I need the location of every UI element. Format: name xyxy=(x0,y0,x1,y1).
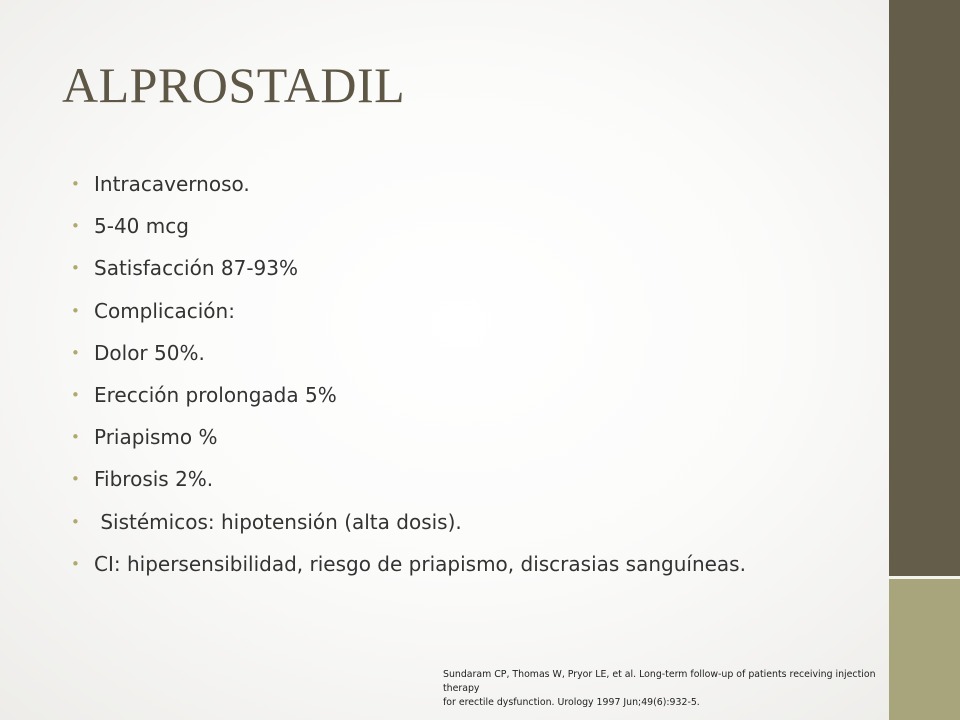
bullet-text: Priapismo % xyxy=(94,425,218,450)
bullet-text: 5-40 mcg xyxy=(94,214,189,239)
citation-line: Sundaram CP, Thomas W, Pryor LE, et al. Long-term follow-up of patients receiving injection xyxy=(443,669,876,680)
bullet-text: Intracavernoso. xyxy=(94,172,250,196)
bullet-item xyxy=(70,256,870,281)
bullet-text: Satisfacción 87-93% xyxy=(94,256,299,281)
bullet-item xyxy=(70,383,870,408)
bullet-text: Sistémicos: hipotensión (alta dosis). xyxy=(94,509,462,534)
bullet-item xyxy=(70,467,870,492)
bullet-marker: • xyxy=(71,470,80,489)
bullet-list xyxy=(70,172,870,594)
bullet-item xyxy=(70,299,870,324)
bullet-text: Fibrosis 2%. xyxy=(94,467,214,492)
bullet-text: CI: hipersensibilidad, riesgo de priapismo, discrasias sanguíneas. xyxy=(94,551,746,576)
bullet-text: Dolor 50%. xyxy=(94,340,205,365)
bullet-item xyxy=(70,425,870,450)
citation xyxy=(443,668,943,710)
bullet-marker: • xyxy=(71,343,80,362)
bullet-item xyxy=(70,172,870,197)
bullet-marker: • xyxy=(71,554,80,573)
bullet-item xyxy=(70,552,870,577)
bullet-marker: • xyxy=(71,301,80,320)
bullet-item xyxy=(70,214,870,239)
citation-line: therapy xyxy=(443,683,480,694)
citation-line: for erectile dysfunction. Urology 1997 Jun;49(6):932-5. xyxy=(443,697,700,708)
slide-title: ALPROSTADIL xyxy=(62,57,406,113)
side-bar-dark xyxy=(889,0,960,576)
bullet-marker: • xyxy=(71,428,80,447)
bullet-marker: • xyxy=(71,385,80,404)
bullet-item xyxy=(70,510,870,535)
bullet-marker: • xyxy=(71,259,80,278)
bullet-marker: • xyxy=(71,512,80,531)
bullet-text: Erección prolongada 5% xyxy=(94,382,337,407)
bullet-marker: • xyxy=(71,217,80,236)
bullet-text: Complicación: xyxy=(94,298,235,323)
bullet-item xyxy=(70,341,870,366)
bullet-marker: • xyxy=(71,175,80,193)
